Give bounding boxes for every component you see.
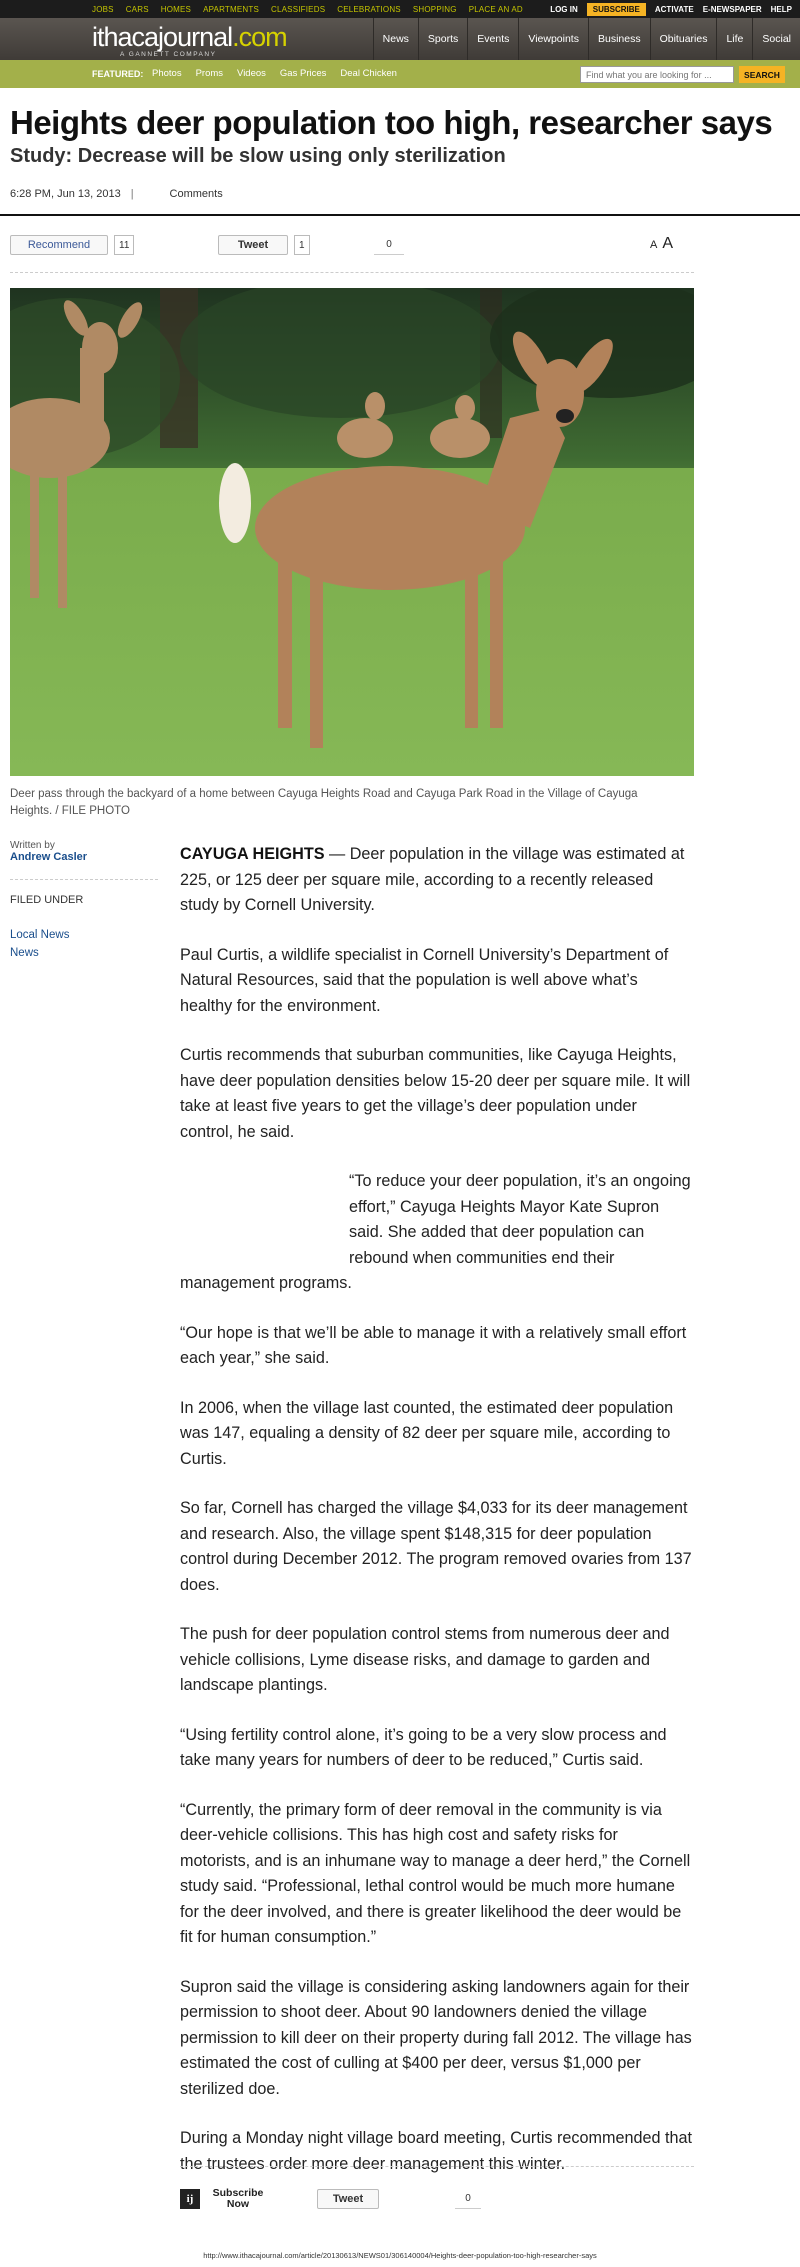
dateline: CAYUGA HEIGHTS [180,845,325,863]
paragraph: “Currently, the primary form of deer removal in the community is via deer-vehicle collisions. This has high cost and safety risks for motorists, and is an inhumane way to manage a deer herd,” the Cornell study said. “Professional, lethal control would be much more humane for the deer involved, and there is greater likelihood the deer would be fit for human consumption.” [180,1800,691,1946]
main-nav [373,18,800,60]
sidebar-divider [10,879,158,880]
article-sidebar [10,840,160,962]
article-photo[interactable] [10,288,694,776]
article-timestamp: 6:28 PM, Jun 13, 2013 [10,188,121,200]
page-url: http://www.ithacajournal.com/article/20130613/NEWS01/306140004/Heights-deer-population-too-high-researcher-says [203,2251,597,2260]
utility-link-place-ad[interactable]: PLACE AN AD [468,4,523,14]
site-logo[interactable] [92,24,287,58]
recommend-button[interactable]: Recommend [10,235,108,255]
subscribe-now-line1: Subscribe [212,2187,264,2199]
quote-indented-text: “To reduce your deer population, it’s an ongoing effort,” Cayuga Heights Mayor Kate Supron said. She added that deer population can rebound when communities end their [349,1172,691,1267]
masthead [0,18,800,60]
search-input[interactable] [580,66,734,83]
paragraph: In 2006, when the village last counted, the estimated deer population was 147, equaling a density of 82 deer per square mile, according to Curtis. [180,1398,674,1468]
featured-label: FEATURED: [92,69,144,79]
paragraph: Supron said the village is considering asking landowners again for their permission to shoot deer. About 90 landowners denied the village permission to kill deer on their property during fall 2012. The village has estimated the cost of culling at $400 per deer, versus $1,000 per sterilized doe. [180,1977,692,2098]
utility-links [92,0,523,18]
article-headline: Heights deer population too high, researcher says [10,104,773,141]
photo-caption: Deer pass through the backyard of a home between Cayuga Heights Road and Cayuga Park Road in the Village of Cayuga Heights. / FILE PHOTO [10,788,638,817]
share-bar [10,235,694,257]
logo-tagline: A GANNETT COMPANY [120,51,217,58]
font-increase-button[interactable]: A [662,235,674,252]
tweet-count: 1 [294,235,310,255]
utility-link-apartments[interactable]: APARTMENTS [203,4,260,14]
ij-logo-icon[interactable]: ij [180,2189,200,2209]
share-count: 0 [374,235,404,255]
utility-bar [0,0,800,18]
deer-photo-illustration [10,288,694,776]
article-body [180,842,692,2201]
login-link[interactable]: LOG IN [550,4,578,14]
article-subhead: Study: Decrease will be slow using only sterilization [10,145,506,167]
enewspaper-link[interactable]: E-NEWSPAPER [702,4,762,14]
featured-link-gas-prices[interactable]: Gas Prices [279,68,327,79]
paragraph: So far, Cornell has charged the village $4,033 for its deer management and research. Also, the village spent $148,315 for deer population control during December 2012. The program removed ovaries from 137 does. [180,1499,692,1594]
logo-domain: .com [232,22,287,52]
featured-link-deal-chicken[interactable]: Deal Chicken [340,68,397,79]
subscribe-now-line2: Now [226,2198,250,2210]
featured-bar [0,60,800,88]
tag-local-news[interactable]: Local News [10,929,70,941]
bottom-divider [180,2166,694,2167]
font-decrease-button[interactable]: A [650,239,658,251]
utility-link-jobs[interactable]: JOBS [92,4,114,14]
paragraph: Paul Curtis, a wildlife specialist in Cornell University’s Department of Natural Resources, said that the population is well above what’s healthy for the environment. [180,945,669,1015]
nav-viewpoints[interactable]: Viewpoints [518,18,588,60]
help-link[interactable]: HELP [770,4,792,14]
meta-separator: | [130,188,134,200]
bottom-share-count: 0 [455,2189,481,2209]
nav-sports[interactable]: Sports [418,18,467,60]
utility-link-classifieds[interactable]: CLASSIFIEDS [271,4,326,14]
bottom-share-bar [180,2186,692,2212]
featured-links [152,68,397,79]
comments-link[interactable]: Comments [169,188,223,200]
paragraph: The push for deer population control stems from numerous deer and vehicle collisions, Lyme disease risks, and damage to garden and landscape plantings. [180,1625,670,1694]
subscribe-now-link[interactable] [208,2188,268,2210]
paragraph: “Our hope is that we’ll be able to manage it with a relatively small effort each year,” she said. [180,1323,687,1367]
activate-link[interactable]: ACTIVATE [654,4,694,14]
font-size-controls [650,235,673,253]
share-divider [10,272,694,273]
lead-text: — Deer population in the village was estimated at 225, or 125 deer per square mile, according to a recently released study by Cornell University. [180,845,685,914]
nav-news[interactable]: News [373,18,418,60]
paragraph: During a Monday night village board meeting, Curtis recommended that the trustees order more deer management this winter. [180,2129,692,2173]
headline-divider [0,214,800,216]
quote-paragraph [180,1169,692,1297]
nav-life[interactable]: Life [716,18,752,60]
nav-social[interactable]: Social [752,18,800,60]
featured-link-proms[interactable]: Proms [195,68,224,79]
nav-business[interactable]: Business [588,18,650,60]
logo-name: ithacajournal [92,22,233,52]
utility-link-cars[interactable]: CARS [125,4,149,14]
written-by-label: Written by [10,840,55,851]
lead-paragraph [180,842,692,919]
quote-rest-text: management programs. [180,1274,352,1292]
paragraph: “Using fertility control alone, it’s going to be a very slow process and take many years for numbers of deer to be reduced,” Curtis said. [180,1725,667,1769]
nav-events[interactable]: Events [467,18,518,60]
author-link[interactable]: Andrew Casler [10,851,88,863]
tweet-button[interactable]: Tweet [218,235,288,255]
featured-link-photos[interactable]: Photos [152,68,182,79]
tag-list [10,926,160,962]
utility-link-shopping[interactable]: SHOPPING [412,4,457,14]
nav-obituaries[interactable]: Obituaries [650,18,717,60]
recommend-count: 11 [114,235,134,255]
subscribe-button[interactable]: SUBSCRIBE [587,3,646,16]
search-button[interactable]: SEARCH [739,66,785,83]
bottom-tweet-button[interactable]: Tweet [317,2189,379,2209]
featured-link-videos[interactable]: Videos [237,68,266,79]
paragraph: Curtis recommends that suburban communities, like Cayuga Heights, have deer population densities below 15-20 deer per square mile. It will take at least five years to get the village’s deer population under control, he said. [180,1046,691,1141]
filed-under-label: FILED UNDER [10,894,84,906]
tag-news[interactable]: News [10,947,39,959]
utility-link-celebrations[interactable]: CELEBRATIONS [337,4,401,14]
utility-link-homes[interactable]: HOMES [160,4,192,14]
article-meta [10,188,223,200]
account-links [550,0,792,18]
